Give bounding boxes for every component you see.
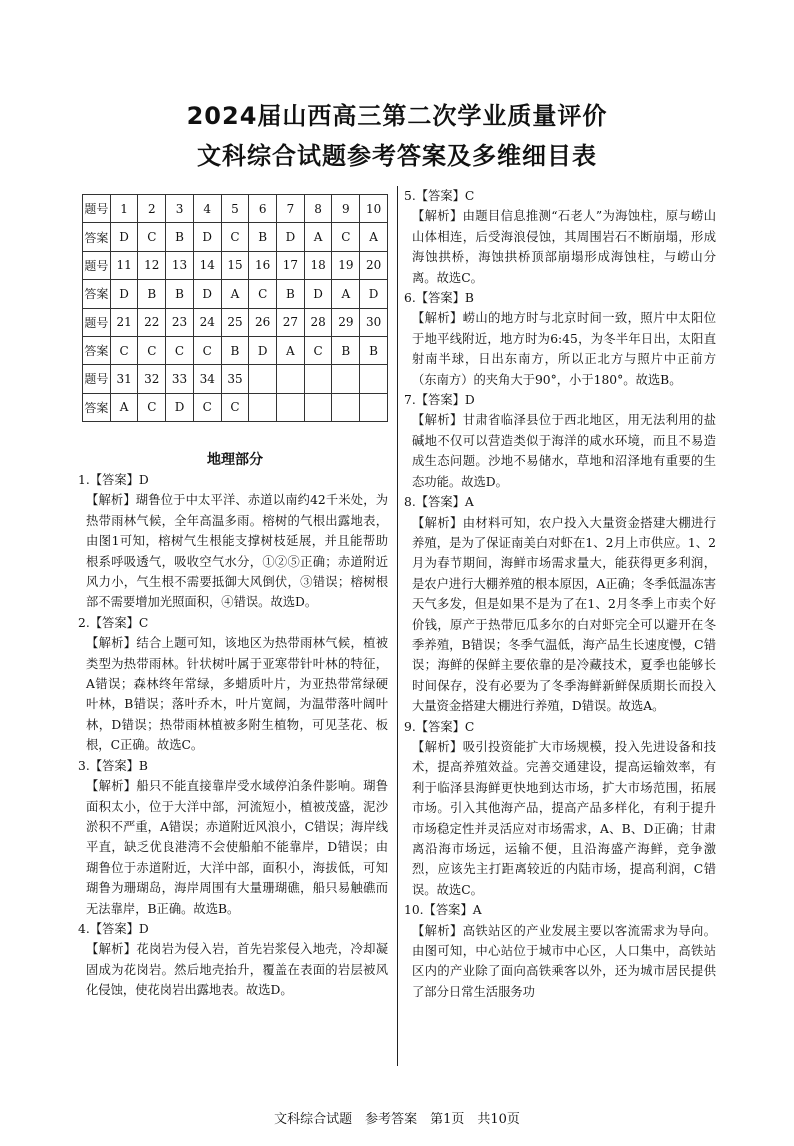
answer-table-cell: 5 (221, 195, 249, 223)
answer-table-cell: 30 (360, 308, 388, 336)
answer-table-row-label: 答案 (83, 393, 111, 421)
answer-table-cell: 17 (277, 251, 305, 279)
answer-table-cell: C (110, 336, 138, 364)
question-explanation: 【解析】高铁站区的产业发展主要以客流需求为导向。由图可知，中心站位于城市中心区，人口集中，高铁站区内的产业除了面向高铁乘客以外，还为城市居民提供了部分日常生活服务功 (412, 923, 716, 999)
answer-table-cell: 24 (193, 308, 221, 336)
answer-table-cell (249, 365, 277, 393)
answer-table-cell: 13 (166, 251, 194, 279)
answer-table-row-label: 题号 (83, 251, 111, 279)
answer-table-cell: D (360, 280, 388, 308)
question-answer: 3.【答案】B (78, 758, 148, 773)
question-explanation: 【解析】花岗岩为侵入岩，首先岩浆侵入地壳，冷却凝固成为花岗岩。然后地壳抬升，覆盖在表面的岩层被风化侵蚀，使花岗岩出露地表。故选D。 (86, 942, 388, 998)
answer-table-cell: 35 (221, 365, 249, 393)
answer-table-cell: 23 (166, 308, 194, 336)
answer-table-cell: 3 (166, 195, 194, 223)
answer-table-cell: C (193, 393, 221, 421)
question-answer: 1.【答案】D (78, 473, 149, 487)
question-explanation: 【解析】瑚鲁位于中太平洋、赤道以南约42千米处，为热带雨林气候，全年高温多雨。榕树的气根出露地表，由图1可知，榕树气生根能支撑树枝延展，并且能帮助根系呼吸透气，吸收空气水分，①②⑤正确；赤道附近风力小，气生根不需要抵御大风倒伏，③错误；榕树根部不需要增加光照面积，④错误。故选D。 (86, 493, 388, 610)
answer-table-cell: C (221, 393, 249, 421)
question-explanation: 【解析】由材料可知，农户投入大量资金搭建大棚进行养殖，是为了保证南美白对虾在1、2月上市供应。1、2月为春节期间，海鲜市场需求量大，能获得更多利润，是农户进行大棚养殖的根本原因，A正确；冬季低温冻害天气多发，但是如果不是为了在1、2月冬季上市卖个好价钱，原产于热带厄瓜多尔的白对虾完全可以避开在冬季养殖，B错误；冬季气温低，海产品生长速度慢，C错误；海鲜的保鲜主要依靠的是冷藏技术，夏季也能够长时间保存，没有必要为了冬季海鲜新鲜保质期长而投入大量资金搭建大棚进行养殖，D错误。故选A。 (412, 515, 717, 714)
answer-table-cell: C (249, 280, 277, 308)
answer-table-row-label: 答案 (83, 336, 111, 364)
answer-table-cell: A (360, 223, 388, 251)
answer-table-cell: 7 (277, 195, 305, 223)
answer-table-cell: C (221, 223, 249, 251)
answer-table-row-label: 题号 (83, 308, 111, 336)
answer-table-cell: D (110, 223, 138, 251)
answer-table-cell: C (138, 393, 166, 421)
answer-table-cell: 20 (360, 251, 388, 279)
answer-table-row-label: 答案 (83, 280, 111, 308)
answer-table-cell: D (193, 223, 221, 251)
answer-table-cell (304, 393, 332, 421)
answer-table-cell: 8 (304, 195, 332, 223)
question-explanation: 【解析】由题目信息推测“石老人”为海蚀柱，原与崂山山体相连，后受海浪侵蚀，其周围岩石不断崩塌，形成海蚀拱桥，海蚀拱桥顶部崩塌形成海蚀柱，与崂山分离。故选C。 (412, 209, 716, 285)
answer-table-row (83, 251, 388, 279)
answer-table-row (83, 393, 388, 421)
document-subtitle: 文科综合试题参考答案及多维细目表 (197, 142, 597, 170)
answer-table-cell: B (221, 336, 249, 364)
section-heading-geography: 地理部分 (207, 452, 263, 468)
answer-table-cell: 22 (138, 308, 166, 336)
answer-table-row (83, 280, 388, 308)
answer-table-row-label: 题号 (83, 365, 111, 393)
answer-table-cell: 15 (221, 251, 249, 279)
answer-table-cell: 18 (304, 251, 332, 279)
answer-table-cell: A (221, 280, 249, 308)
answer-table-cell: 16 (249, 251, 277, 279)
answer-table-row-label: 答案 (83, 223, 111, 251)
question-answer: 9.【答案】C (404, 719, 475, 734)
answer-table-cell: D (249, 336, 277, 364)
answer-table-cell: C (138, 336, 166, 364)
answer-table-row (83, 195, 388, 223)
answer-table-cell: B (166, 280, 194, 308)
answer-table-cell: B (277, 280, 305, 308)
answer-table-cell: C (304, 336, 332, 364)
answer-table-cell: A (304, 223, 332, 251)
answer-table-cell: A (277, 336, 305, 364)
answer-table-cell: 11 (110, 251, 138, 279)
question-explanation: 【解析】吸引投资能扩大市场规模，投入先进设备和技术，提高养殖效益。完善交通建设，提高运输效率，有利于临泽县海鲜更快地到达市场，扩大市场范围，拓展市场。引入其他海产品，提高产品多样化，有利于提升市场稳定性并灵活应对市场需求，A、B、D正确；甘肃离沿海市场远，运输不便，且沿海盛产海鲜，竞争激烈，应该先主打距离较近的内陆市场，提高利润，C错误。故选C。 (412, 739, 716, 897)
answer-table-row-label: 题号 (83, 195, 111, 223)
answer-table-cell: B (249, 223, 277, 251)
answer-table-cell: 25 (221, 308, 249, 336)
answer-table-cell: B (332, 336, 360, 364)
left-column (78, 470, 388, 1001)
question-explanation: 【解析】结合上题可知，该地区为热带雨林气候，植被类型为热带雨林。针状树叶属于亚寒带针叶林的特征，A错误；森林终年常绿，多蜡质叶片，为亚热带常绿硬叶林，B错误；落叶乔木，叶片宽阔，为温带落叶阔叶林，D错误；热带雨林植被多附生植物，可见茎花、板根，C正确。故选C。 (86, 636, 388, 753)
answer-table-cell: C (193, 336, 221, 364)
answer-table-cell: 28 (304, 308, 332, 336)
answer-table-cell: D (277, 223, 305, 251)
answer-table-row (83, 365, 388, 393)
answer-table-cell: 33 (166, 365, 194, 393)
answer-table-cell (360, 393, 388, 421)
answer-table-cell: D (193, 280, 221, 308)
answer-key-table (82, 194, 388, 422)
answer-table-cell (249, 393, 277, 421)
answer-table-cell: 31 (110, 365, 138, 393)
question-answer: 10.【答案】A (404, 903, 482, 918)
answer-table-cell (304, 365, 332, 393)
answer-table-cell: B (138, 280, 166, 308)
question-answer: 5.【答案】C (404, 189, 475, 203)
answer-table-cell (277, 393, 305, 421)
answer-table-cell: C (166, 336, 194, 364)
answer-table-cell: 9 (332, 195, 360, 223)
question-explanation: 【解析】甘肃省临泽县位于西北地区，用无法利用的盐碱地不仅可以营造类似于海洋的咸水环境，而且不易造成生态问题。沙地不易储水，草地和沼泽地有重要的生态功能。故选D。 (412, 413, 716, 489)
answer-table-cell: 1 (110, 195, 138, 223)
answer-table-row (83, 308, 388, 336)
answer-table-cell: 19 (332, 251, 360, 279)
answer-table-cell (277, 365, 305, 393)
question-answer: 4.【答案】D (78, 921, 149, 936)
answer-table-cell: 2 (138, 195, 166, 223)
answer-table-cell: 32 (138, 365, 166, 393)
answer-table-cell: 34 (193, 365, 221, 393)
answer-table-cell (332, 365, 360, 393)
column-divider (397, 186, 398, 1066)
answer-table-cell: C (138, 223, 166, 251)
answer-table-cell (360, 365, 388, 393)
answer-table-cell: C (332, 223, 360, 251)
question-answer: 7.【答案】D (404, 393, 475, 408)
answer-table-cell: 10 (360, 195, 388, 223)
question-explanation: 【解析】崂山的地方时与北京时间一致，照片中太阳位于地平线附近，地方时为6:45，为冬半年日出，太阳直射南半球，日出东南方，所以正北方与照片中正前方（东南方）的夹角大于90°，小于180°。故选B。 (412, 311, 716, 387)
answer-table-cell: 4 (193, 195, 221, 223)
answer-table-cell: 29 (332, 308, 360, 336)
answer-table-cell: D (110, 280, 138, 308)
answer-table-row (83, 336, 388, 364)
answer-table-cell (332, 393, 360, 421)
answer-table-cell: 27 (277, 308, 305, 336)
answer-table-cell: 6 (249, 195, 277, 223)
right-column (404, 186, 716, 1002)
answer-table-row (83, 223, 388, 251)
answer-table-cell: A (332, 280, 360, 308)
answer-table-cell: 12 (138, 251, 166, 279)
document-title: 2024届山西高三第二次学业质量评价 (186, 102, 608, 130)
answer-table-cell: B (360, 336, 388, 364)
answer-table-cell: A (110, 393, 138, 421)
page-footer: 文科综合试题 参考答案 第1页 共10页 (274, 1112, 520, 1127)
question-answer: 2.【答案】C (78, 615, 149, 630)
question-answer: 8.【答案】A (404, 495, 474, 510)
answer-table-cell: D (304, 280, 332, 308)
question-answer: 6.【答案】B (404, 291, 474, 306)
answer-table-cell: 21 (110, 308, 138, 336)
answer-table-cell: 26 (249, 308, 277, 336)
answer-table-cell: 14 (193, 251, 221, 279)
question-explanation: 【解析】船只不能直接靠岸受水域停泊条件影响。瑚鲁面积太小，位于大洋中部，河流短小，植被茂盛，泥沙淤积不严重，A错误；赤道附近风浪小，C错误；海岸线平直，缺乏优良港湾不会使船舶不能靠岸，D错误；由瑚鲁位于赤道附近，大洋中部，面积小，海拔低，可知瑚鲁为珊瑚岛，海岸周围有大量珊瑚礁，船只易触礁而无法靠岸，B正确。故选B。 (86, 779, 388, 916)
answer-table-cell: D (166, 393, 194, 421)
answer-table-cell: B (166, 223, 194, 251)
